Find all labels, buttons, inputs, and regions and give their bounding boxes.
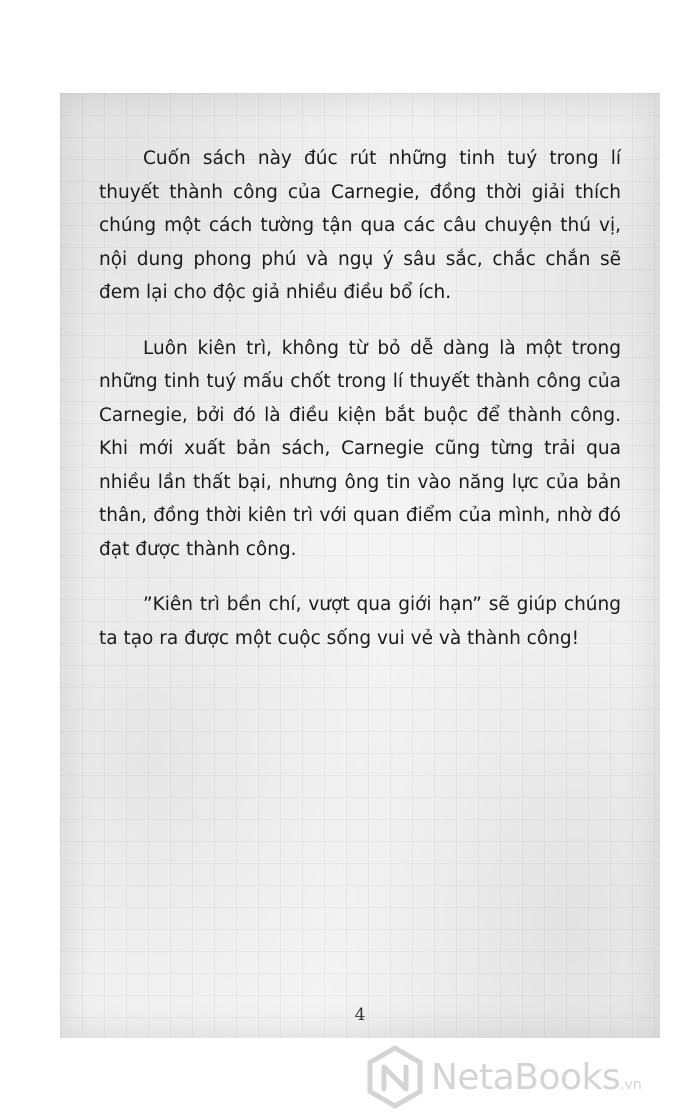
- paragraph-3: ”Kiên trì bền chí, vượt qua giới hạn” sẽ giúp chúng ta tạo ra được một cuộc sống vui vẻ và thành công!: [99, 594, 621, 649]
- page-body: [99, 142, 621, 677]
- watermark-text: [431, 1057, 642, 1098]
- watermark-brand: NetaBooks: [431, 1057, 621, 1098]
- watermark: [363, 1045, 693, 1109]
- page-number: 4: [354, 1005, 366, 1025]
- book-page: [60, 93, 660, 1038]
- netabooks-logo-icon: [363, 1045, 427, 1109]
- watermark-suffix: .vn: [620, 1077, 642, 1093]
- paragraph-2: Luôn kiên trì, không từ bỏ dễ dàng là một trong những tinh tuý mấu chốt trong lí thuyết thành công của Carnegie, bởi đó là điều kiện bắt buộc để thành công. Khi mới xuất bản sách, Carnegie cũng từng trải qua nhiều lần thất bại, nhưng ông tin vào năng lực của bản thân, đồng thời kiên trì với quan điểm của mình, nhờ đó đạt được thành công.: [99, 337, 621, 560]
- paragraph-1: Cuốn sách này đúc rút những tinh tuý trong lí thuyết thành công của Carnegie, đồng thời giải thích chúng một cách tường tận qua các câu chuyện thú vị, nội dung phong phú và ngụ ý sâu sắc, chắc chắn sẽ đem lại cho độc giả nhiều điều bổ ích.: [99, 148, 621, 303]
